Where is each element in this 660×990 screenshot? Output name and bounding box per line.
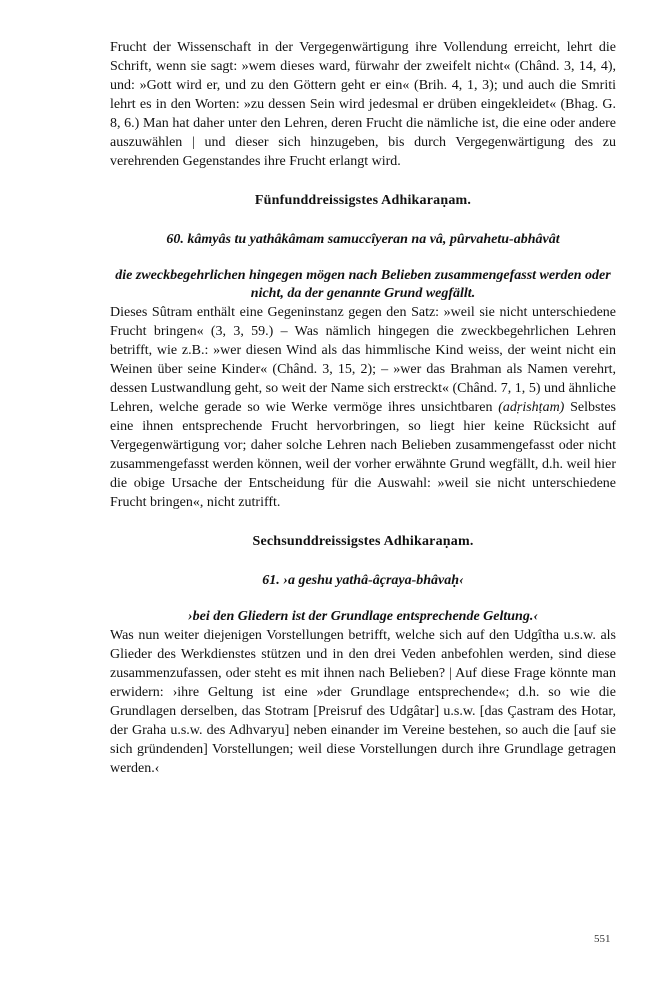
commentary-text-part-1: Dieses Sûtram enthält eine Gegeninstanz gegen den Satz: »weil sie nicht unterschiedene Frucht bringen« (3, 3, 59.) – Was nämlich hingegen die zweckbegehrlichen Lehren betrifft, wie z.B.: »wer diesen Wind als das himmlische Kind weiss, der weint nicht ein Weinen über seine Kinder« (Chând. 3, 15, 2); – »wer das Brahman als Namen verehrt, dessen Lustwandlung geht, so weit der Name sich erstreckt« (Chând. 7, 1, 5) und ähnliche Lehren, welche gerade so wie Werke vermöge ihres unsichtbaren	[110, 305, 616, 415]
section-heading-35: Fünfunddreissigstes Adhikaraṇam.	[254, 193, 472, 208]
sutra-61-heading: 61. ›a geshu yathâ-âçraya-bhâvaḥ‹	[262, 573, 464, 588]
page-number: 551	[594, 933, 611, 945]
page-content	[110, 38, 616, 778]
sutra-60-translation: die zweckbegehrlichen hingegen mögen nach Belieben zusammengefasst werden oder nicht, da der genannte Grund wegfällt.	[115, 268, 611, 301]
paragraph-continuation: Frucht der Wissenschaft in der Vergegenwärtigung ihre Vollendung erreicht, lehrt die Schrift, wenn sie sagt: »wem dieses ward, fürwahr der zweifelt nicht« (Chând. 3, 14, 4), und: »Gott wird er, und zu den Göttern geht er ein« (Brih. 4, 1, 3); und auch die Smriti lehrt es in den Worten: »zu dessen Sein wird jedesmal er drüben eingekleidet« (Bhag. G. 8, 6.) Man hat daher unter den Lehren, deren Frucht die nämliche ist, die eine oder andere auszuwählen | und dieser sich hinzugeben, bis durch Vergegenwärtigung des zu verehrenden Gegenstandes ihre Frucht erlangt wird.	[110, 40, 616, 169]
commentary-italic-term: (adṛishṭam)	[498, 400, 565, 415]
sutra-60-commentary	[110, 303, 616, 512]
sutra-61-commentary: Was nun weiter diejenigen Vorstellungen betrifft, welche sich auf den Udgîtha u.s.w. als Glieder des Werkdienstes stützen und in den drei Veden anbefohlen werden, sind diese zusammenzufassen, oder steht es mit ihnen nach Belieben? | Auf diese Frage könnte man erwidern: ›ihre Geltung ist eine »der Grundlage entsprechende«; d.h. so wie die Grundlagen derselben, das Stotram [Preisruf des Udgâtar] u.s.w. [das Çastram des Hotar, der Graha u.s.w. des Adhvaryu] neben einander im Vereine bestehen, so auch die [auf sie sich gründenden] Vorstellungen; weil diese Vorstellungen durch ihre Grundlage getragen werden.‹	[110, 628, 616, 776]
section-heading-36: Sechsunddreissigstes Adhikaraṇam.	[252, 534, 474, 549]
commentary-text-part-2: Selbstes eine ihnen entsprechende Frucht hervorbringen, so liegt hier keine Rücksicht auf Vergegenwärtigung vor; daher solche Lehren nach Belieben zusammengefasst oder nicht zusammengefasst werden können, weil der vorher erwähnte Grund wegfällt, d.h. weil hier die obige Ursache der Entscheidung für die Auswahl: »weil sie nicht unterschiedene Frucht bringen«, nicht zutrifft.	[110, 400, 617, 510]
sutra-60-heading: 60. kâmyâs tu yathâkâmam samuccîyeran na vâ, pûrvahetu-abhâvât	[166, 232, 560, 247]
sutra-61-translation: ›bei den Gliedern ist der Grundlage entsprechende Geltung.‹	[188, 609, 538, 624]
